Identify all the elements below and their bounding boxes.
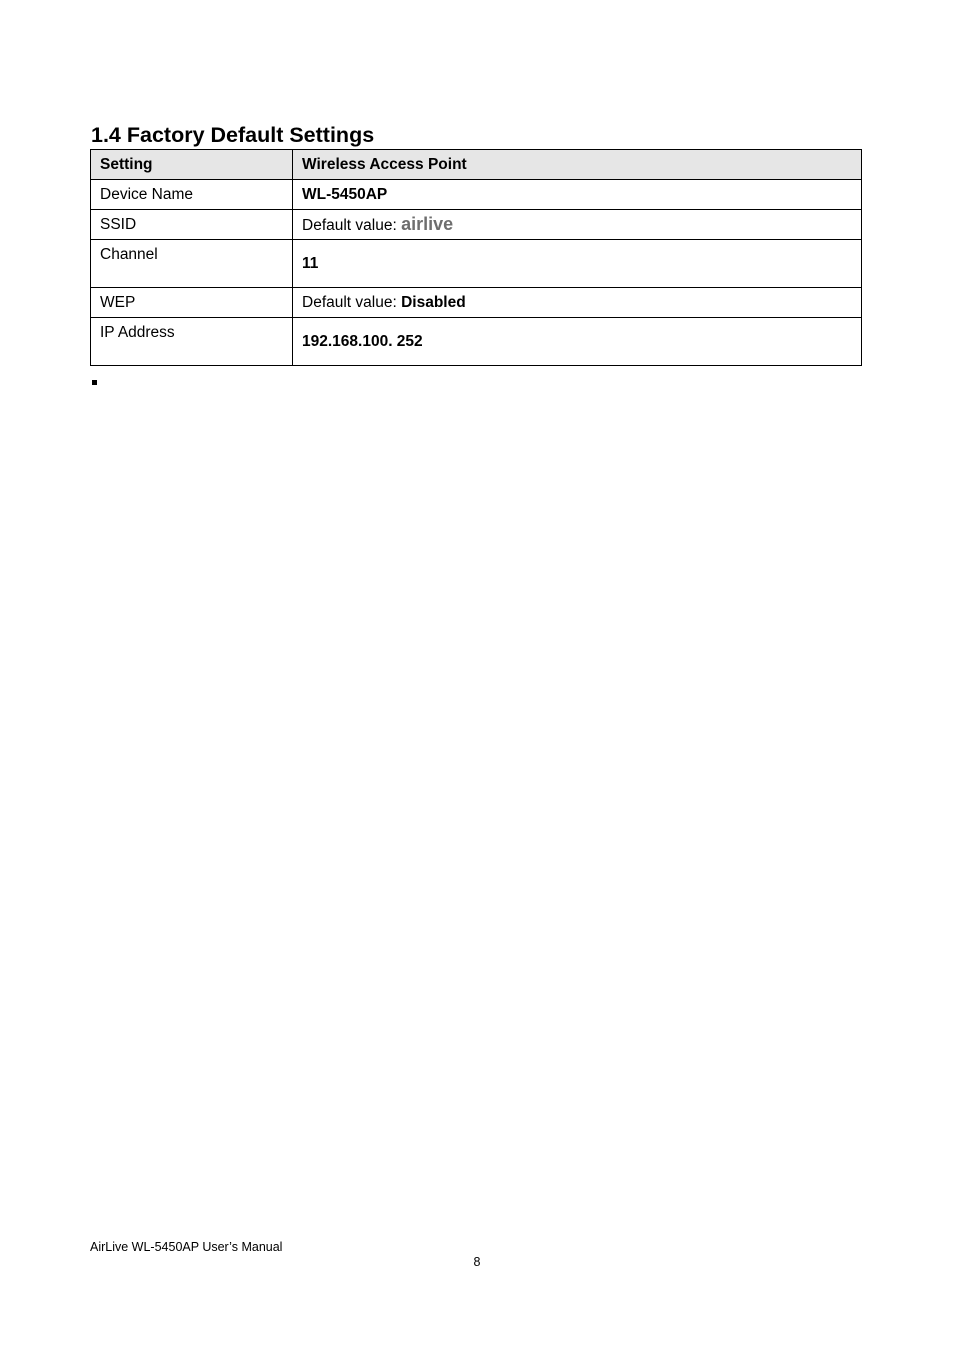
table-row [91, 240, 862, 288]
table-row [91, 288, 862, 318]
table-row [91, 210, 862, 240]
device-name-value: WL-5450AP [302, 185, 388, 203]
value-ssid [293, 210, 862, 240]
value-device-name [293, 180, 862, 210]
wep-value: Disabled [401, 293, 466, 311]
value-channel [293, 240, 862, 288]
value-ip-address [293, 318, 862, 366]
ssid-value: airlive [401, 214, 454, 234]
bullet-marker [92, 380, 97, 385]
setting-ssid: SSID [91, 210, 293, 240]
header-setting: Setting [91, 150, 293, 180]
table-header-row [91, 150, 862, 180]
ssid-prefix: Default value: [302, 217, 402, 234]
table-row [91, 318, 862, 366]
wep-prefix: Default value: [302, 293, 402, 311]
footer-manual-title: AirLive WL-5450AP User’s Manual [90, 1240, 283, 1254]
setting-wep: WEP [91, 288, 293, 318]
value-wep [293, 288, 862, 318]
channel-value: 11 [302, 254, 319, 272]
ip-address-value: 192.168.100. 252 [302, 332, 423, 350]
page-number: 8 [473, 1255, 481, 1269]
setting-device-name: Device Name [91, 180, 293, 210]
header-wireless-access-point: Wireless Access Point [293, 150, 862, 180]
factory-defaults-table [90, 149, 862, 366]
table-row [91, 180, 862, 210]
section-title: 1.4 Factory Default Settings [91, 123, 375, 147]
setting-ip-address: IP Address [91, 318, 293, 366]
setting-channel: Channel [91, 240, 293, 288]
